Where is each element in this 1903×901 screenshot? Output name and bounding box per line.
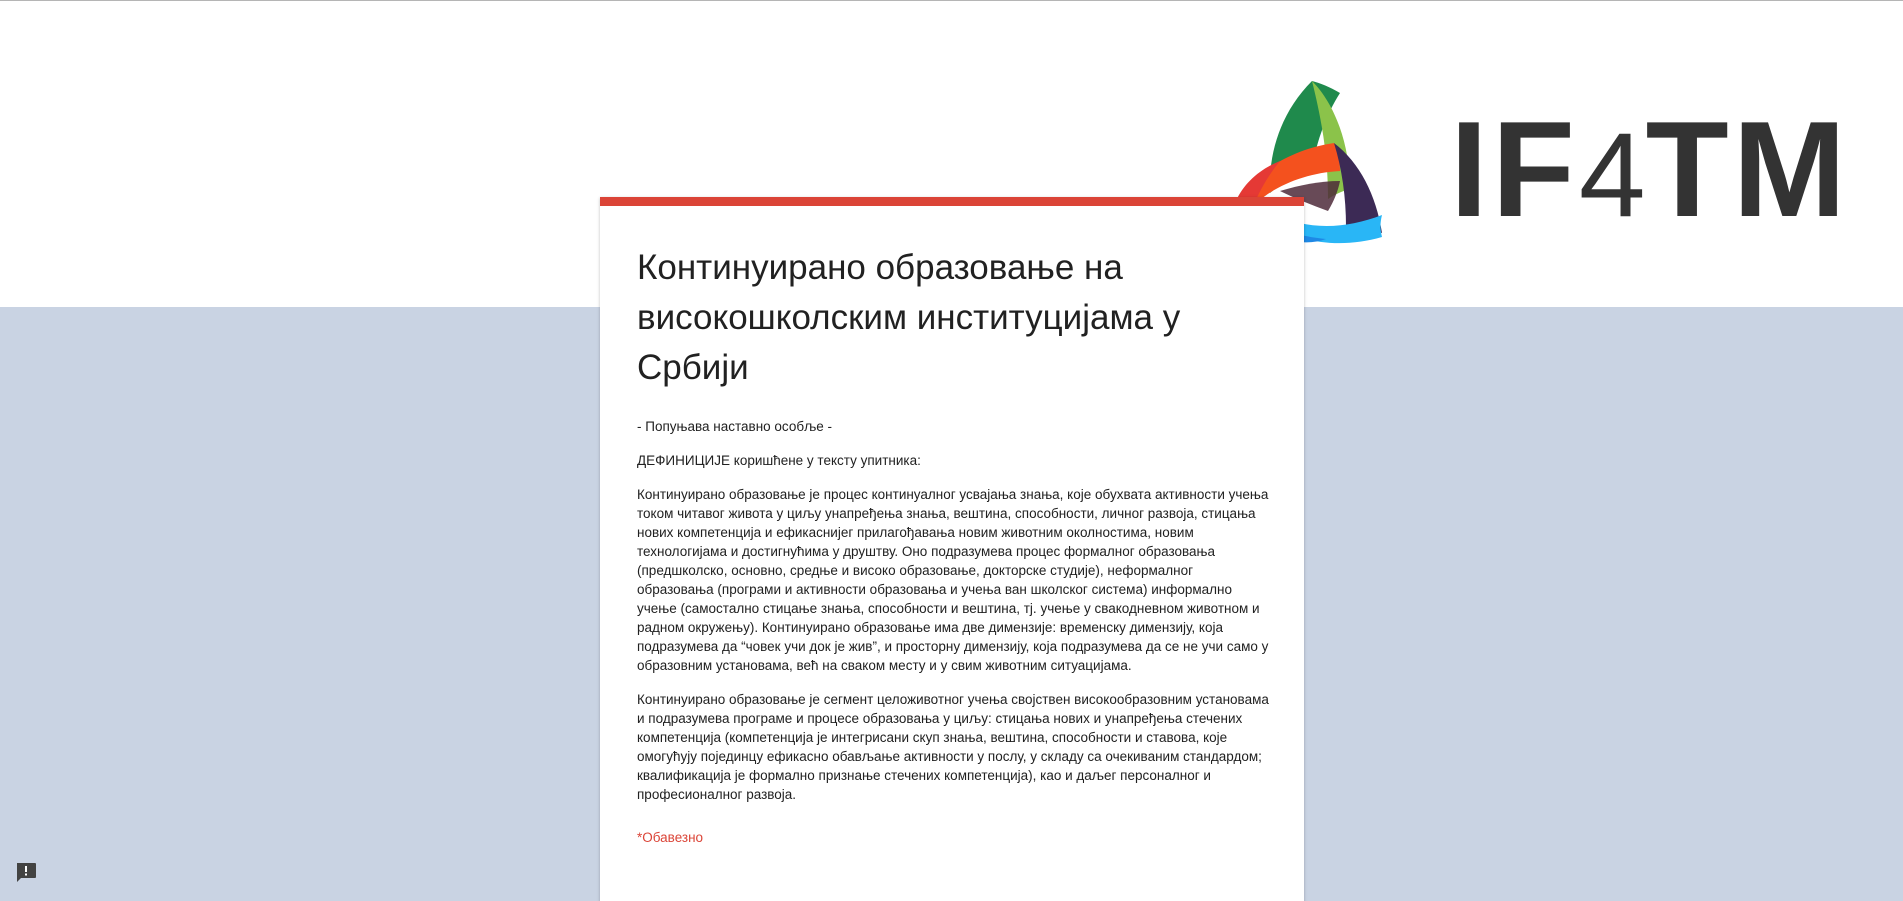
form-description xyxy=(637,417,1271,804)
description-definitions-heading: ДЕФИНИЦИЈЕ коришћене у тексту упитника: xyxy=(637,453,921,468)
required-note: *Обавезно xyxy=(637,830,704,845)
logo-text-prefix: IF xyxy=(1450,93,1579,245)
description-audience: - Попуњава наставно особље - xyxy=(637,419,833,434)
logo-text-suffix: TM xyxy=(1645,93,1850,245)
description-paragraph-2: Континуирано образовање је сегмент целоживотног учења својствен високообразовним установама и подразумева програме и процесе образовања у циљу: стицања нових и унапређења стечених компетенција (компетенција је интегрисани скуп знања, вештина, способности и ставова, које омогућују појединцу ефикасно обављање активности у послу, у складу са очекиваним стандардом; квалификација је формално признање стечених компетенција), као и даљег персоналног и професионалног развоја. xyxy=(637,692,1269,802)
feedback-icon xyxy=(14,860,38,884)
description-paragraph-1: Континуирано образовање је процес континуалног усвајања знања, које обухвата активности учења током читавог живота у циљу унапређења знања, вештина, способности, личног развоја, стицања нових компетенција и ефикаснијег прилагођавања новим животним околностима, новим технологијама и достигнућима у друштву. Оно подразумева процес формалног образовања (предшколско, основно, средње и високо образовање, докторске студије), неформалног образовања (програми и активности образовања и учења ван школског система) информално учење (самостално стицање знања, способности и вештина, тј. учење у свакодневном животном и радном окружењу). Континуирано образовање има две димензије: временску димензију, која подразумева да “човек учи док је жив”, и просторну димензију, која подразумева да се не учи само у образовним установама, већ на сваком месту и у свим животним ситуацијама. xyxy=(637,487,1269,673)
logo-text-digit: 4 xyxy=(1578,108,1646,242)
logo-wordmark xyxy=(1450,93,1850,245)
feedback-button[interactable] xyxy=(14,860,38,884)
if4tm-logo xyxy=(1230,73,1860,253)
form-title: Континуирано образовање на високошколским институцијама у Србији xyxy=(637,248,1181,387)
form-header-card xyxy=(600,197,1304,901)
card-accent-bar xyxy=(600,197,1304,206)
form-header-content xyxy=(637,243,1271,845)
